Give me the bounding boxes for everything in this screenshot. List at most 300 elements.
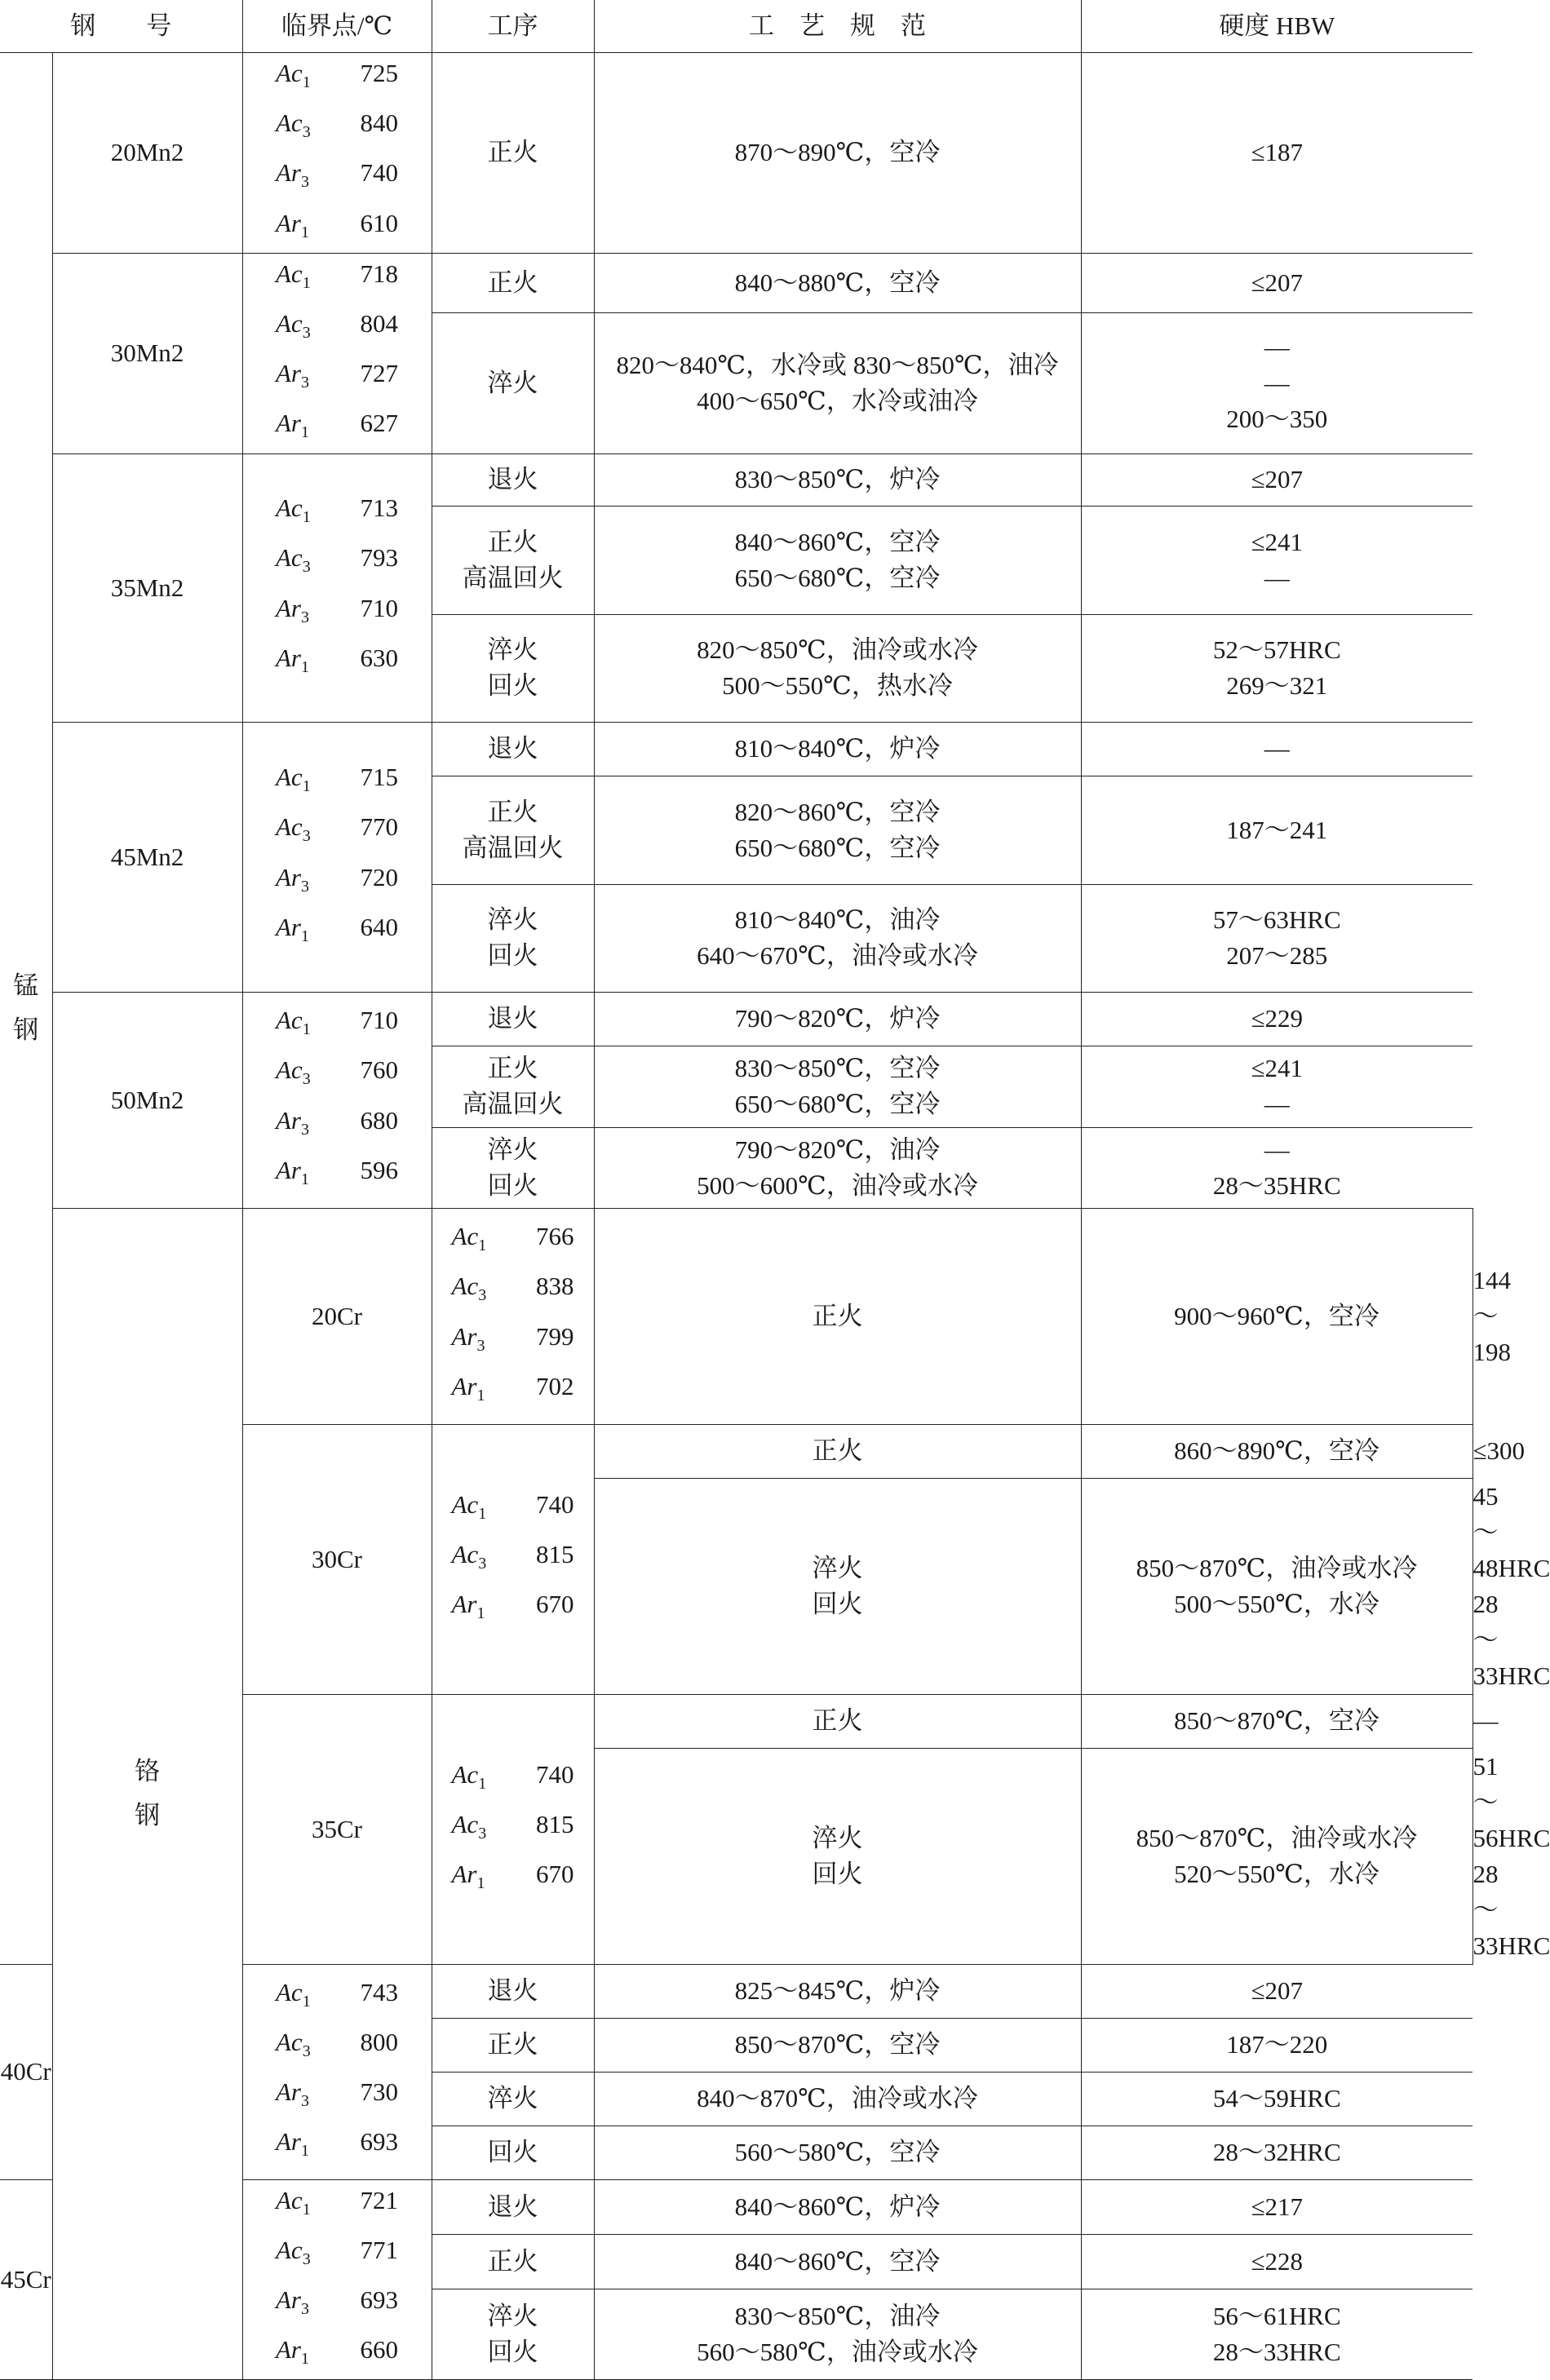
cell-line: 900～960℃，空冷 <box>1174 1301 1380 1330</box>
critical-point-value: 710 <box>360 1006 398 1035</box>
category-manganese-steel: 锰 钢 <box>0 53 52 1965</box>
critical-point-value: 838 <box>536 1272 574 1301</box>
critical-point-value: 799 <box>536 1321 574 1351</box>
critical-point <box>432 1216 594 1266</box>
cell-line: 正火 <box>812 1436 863 1465</box>
spec-cell <box>1081 1208 1472 1424</box>
cell-line: 520～550℃，水冷 <box>1174 1859 1380 1888</box>
cell-line: 650～680℃，空冷 <box>734 1090 941 1118</box>
critical-point-symbol: $Ac_1$ <box>276 1006 311 1039</box>
critical-point-value: 670 <box>536 1590 574 1619</box>
critical-point-symbol: $Ac_3$ <box>276 1055 311 1089</box>
critical-point-symbol: $Ar_3$ <box>276 593 309 626</box>
cell-line: 正火 <box>487 527 538 556</box>
spec-cell <box>594 992 1081 1046</box>
cell-line: 187～241 <box>1226 815 1328 844</box>
critical-point-symbol: $Ar_1$ <box>276 409 309 442</box>
hardness-cell <box>1081 2179 1472 2234</box>
cell-line: 650～680℃，空冷 <box>734 833 941 862</box>
cell-line: — <box>1264 734 1290 763</box>
critical-point-value: 730 <box>360 2077 398 2106</box>
header-row <box>0 0 1472 53</box>
header-grade: 钢 号 <box>0 0 242 53</box>
cell-line: 56～61HRC <box>1212 2302 1341 2331</box>
hardness-cell <box>1081 2072 1472 2126</box>
critical-point-symbol: $Ac_1$ <box>276 1977 311 2011</box>
critical-point <box>432 1266 594 1316</box>
steel-grade: 50Mn2 <box>52 992 242 1208</box>
spec-cell <box>594 2018 1081 2072</box>
critical-point-value: 743 <box>360 1977 398 2006</box>
spec-cell <box>594 884 1081 992</box>
critical-point <box>243 254 432 303</box>
critical-point-symbol: $Ac_3$ <box>276 812 311 846</box>
critical-point-symbol: $Ar_1$ <box>451 1371 485 1405</box>
process-cell <box>594 1424 1081 1478</box>
table-row <box>0 453 1472 506</box>
cell-line: 回火 <box>487 1170 538 1200</box>
critical-point-symbol: $Ar_3$ <box>276 862 309 896</box>
critical-point-value: 840 <box>360 108 398 138</box>
cell-line: 560～580℃，油冷或水冷 <box>697 2338 978 2367</box>
critical-point <box>243 103 432 153</box>
critical-point <box>243 353 432 403</box>
steel-grade: 20Mn2 <box>52 53 242 254</box>
critical-point-value: 771 <box>360 2235 398 2264</box>
spec-cell <box>594 53 1081 254</box>
critical-point-symbol: $Ar_3$ <box>276 359 309 392</box>
cell-line: — <box>1264 563 1290 592</box>
critical-point-value: 640 <box>360 912 398 941</box>
critical-point-symbol: $Ar_3$ <box>276 2077 309 2111</box>
cell-line: — <box>1264 332 1290 361</box>
cell-line: 回火 <box>812 1859 863 1888</box>
cell-line: 850～870℃，空冷 <box>734 2030 941 2059</box>
critical-point <box>243 1150 432 1200</box>
critical-point-value: 800 <box>360 2027 398 2056</box>
table-row <box>0 992 1472 1046</box>
cell-line: 高温回火 <box>462 833 564 862</box>
cell-line: 187～220 <box>1226 2030 1328 2059</box>
critical-point <box>432 1484 594 1534</box>
critical-point-value: 596 <box>360 1155 398 1184</box>
critical-point-value: 740 <box>536 1489 574 1519</box>
critical-point-value: 793 <box>360 543 398 573</box>
cell-line: 269～321 <box>1226 671 1328 700</box>
cell-line: 650～680℃，空冷 <box>734 563 941 592</box>
cell-line: 正火 <box>487 2030 538 2059</box>
cell-line: 850～870℃，油冷或水冷 <box>1136 1823 1418 1852</box>
spec-cell <box>594 2179 1081 2234</box>
critical-point-value: 815 <box>536 1539 574 1568</box>
cell-line: ≤217 <box>1251 2192 1303 2221</box>
critical-point <box>432 1804 594 1854</box>
spec-cell <box>594 722 1081 776</box>
cell-line: 820～860℃，空冷 <box>734 797 941 826</box>
process-cell <box>432 506 594 614</box>
spec-cell <box>594 776 1081 884</box>
critical-point-value: 721 <box>360 2185 398 2214</box>
cell-line: 正火 <box>487 138 538 167</box>
critical-point-value: 630 <box>360 643 398 672</box>
critical-point <box>243 1100 432 1150</box>
cell-line: — <box>1264 368 1290 397</box>
critical-point <box>243 2121 432 2171</box>
cell-line: 870～890℃，空冷 <box>734 138 941 167</box>
critical-points <box>432 1424 594 1694</box>
cell-line: 860～890℃，空冷 <box>1174 1436 1380 1465</box>
critical-point-symbol: $Ac_1$ <box>276 2185 311 2219</box>
cell-line: 640～670℃，油冷或水冷 <box>697 941 978 970</box>
spec-cell <box>594 506 1081 614</box>
critical-point-symbol: $Ac_1$ <box>276 763 311 796</box>
critical-point <box>243 537 432 587</box>
table-row <box>0 53 1472 254</box>
critical-points <box>242 2179 432 2380</box>
critical-point <box>243 2022 432 2072</box>
critical-point-value: 680 <box>360 1105 398 1135</box>
critical-point-symbol: $Ac_3$ <box>276 2027 311 2060</box>
cell-line: 57～63HRC <box>1212 905 1341 934</box>
critical-point-value: 720 <box>360 862 398 891</box>
spec-cell <box>1081 1424 1472 1478</box>
critical-point <box>243 807 432 856</box>
critical-point <box>432 1316 594 1366</box>
cell-line: 820～850℃，油冷或水冷 <box>697 635 978 664</box>
cell-line: 淬火 <box>487 2302 538 2331</box>
cell-line: 回火 <box>812 1589 863 1618</box>
steel-grade: 35Cr <box>242 1694 432 1964</box>
critical-point-value: 693 <box>360 2127 398 2157</box>
cell-line: 54～59HRC <box>1212 2084 1341 2112</box>
process-cell <box>432 2126 594 2179</box>
cell-line: 200～350 <box>1226 404 1328 433</box>
cell-line: 810～840℃，油冷 <box>734 905 941 934</box>
spec-cell <box>594 1046 1081 1127</box>
process-cell <box>594 1208 1081 1424</box>
critical-point <box>243 488 432 537</box>
table-row: 35Cr $Ac_1$ 740 $Ac_3$ 815 $Ar_1$ 670 正火 850～870℃，空冷 — <box>0 1694 1472 1748</box>
cell-line: 淬火 <box>812 1823 863 1852</box>
header-spec: 工 艺 规 范 <box>594 0 1081 53</box>
critical-points <box>242 1964 432 2179</box>
cell-line: ≤207 <box>1251 268 1303 297</box>
process-cell <box>432 2234 594 2289</box>
critical-point <box>243 2230 432 2280</box>
steel-grade: 30Mn2 <box>52 253 242 453</box>
hardness-cell <box>1081 2126 1472 2179</box>
process-cell <box>432 2072 594 2126</box>
critical-point-value: 760 <box>360 1055 398 1085</box>
table-row: 淬火 回火 850～870℃，油冷或水冷 500～550℃，水冷 45～48HRC 28～33HRC <box>0 1478 1472 1694</box>
critical-point-symbol: $Ac_1$ <box>276 59 311 92</box>
cell-line: — <box>1264 1090 1290 1118</box>
cell-line: 400～650℃，水冷或油冷 <box>697 386 978 415</box>
header-hardness: 硬度 HBW <box>1081 0 1472 53</box>
cell-line: 正火 <box>487 268 538 297</box>
cell-line: ≤187 <box>1251 138 1303 167</box>
critical-point-symbol: $Ar_3$ <box>276 158 309 192</box>
cell-line: 840～860℃，空冷 <box>734 527 941 556</box>
cell-line: 回火 <box>487 941 538 970</box>
critical-point-value: 770 <box>360 812 398 842</box>
cell-line: ≤241 <box>1251 1054 1303 1082</box>
critical-point-symbol: $Ac_1$ <box>276 493 311 527</box>
critical-point <box>432 1854 594 1904</box>
cell-line: ≤207 <box>1251 1976 1303 2005</box>
spec-cell <box>594 313 1081 453</box>
cell-line: 退火 <box>487 465 538 493</box>
hardness-cell <box>1081 722 1472 776</box>
cell-line: 淬火 <box>487 2084 538 2112</box>
critical-points <box>242 453 432 722</box>
critical-point-value: 627 <box>360 409 398 438</box>
critical-point <box>243 757 432 807</box>
cell-line: 825～845℃，炉冷 <box>734 1976 941 2005</box>
critical-point <box>243 403 432 453</box>
process-cell <box>432 614 594 722</box>
critical-point-value: 660 <box>360 2335 398 2365</box>
critical-point-value: 766 <box>536 1222 574 1251</box>
hardness-cell <box>1081 776 1472 884</box>
hardness-cell <box>1081 453 1472 506</box>
critical-point-symbol: $Ar_1$ <box>276 208 309 241</box>
cell-line: 淬火 <box>487 635 538 664</box>
cell-line: 回火 <box>487 671 538 700</box>
cell-line: 790～820℃，炉冷 <box>734 1004 941 1033</box>
critical-point-value: 713 <box>360 493 398 523</box>
critical-points <box>242 53 432 254</box>
cell-line: 高温回火 <box>462 1090 564 1118</box>
hardness-cell <box>1081 1964 1472 2018</box>
cell-line: 退火 <box>487 2192 538 2221</box>
critical-point <box>243 857 432 907</box>
critical-point <box>243 588 432 638</box>
hardness-cell <box>1081 313 1472 453</box>
cell-line: 500～550℃，热水冷 <box>722 671 953 700</box>
header-process: 工序 <box>432 0 594 53</box>
critical-points <box>242 992 432 1208</box>
table-row: 30Cr $Ac_1$ 740 $Ac_3$ 815 $Ar_1$ 670 正火 860～890℃，空冷 ≤300 <box>0 1424 1472 1478</box>
critical-point-symbol: $Ac_3$ <box>276 308 311 343</box>
critical-point-symbol: $Ac_3$ <box>276 2235 311 2268</box>
hardness-cell <box>1081 506 1472 614</box>
cell-line: ≤241 <box>1251 527 1303 556</box>
cell-line: 850～870℃，空冷 <box>1174 1706 1380 1735</box>
process-cell <box>432 884 594 992</box>
spec-cell <box>594 253 1081 312</box>
critical-points <box>242 722 432 992</box>
cell-line: 退火 <box>487 1004 538 1033</box>
critical-point-symbol: $Ac_3$ <box>276 543 311 577</box>
cell-line: 840～860℃，空冷 <box>734 2246 941 2276</box>
cell-line: 正火 <box>812 1706 863 1735</box>
process-cell <box>432 2018 594 2072</box>
critical-point-value: 804 <box>360 308 398 338</box>
critical-points <box>432 1208 594 1424</box>
cell-line: 560～580℃，空冷 <box>734 2138 941 2166</box>
process-cell <box>432 253 594 312</box>
process-cell <box>432 2179 594 2234</box>
spec-cell <box>594 453 1081 506</box>
process-cell <box>594 1748 1081 1964</box>
process-cell <box>432 313 594 453</box>
critical-point <box>243 1972 432 2022</box>
critical-point <box>243 303 432 353</box>
hardness-cell <box>1081 253 1472 312</box>
table-row <box>0 722 1472 776</box>
cell-line: 207～285 <box>1226 941 1328 970</box>
process-cell <box>594 1694 1081 1748</box>
hardness-cell <box>1081 1046 1472 1127</box>
critical-point-value: 670 <box>536 1860 574 1889</box>
cell-line: 820～840℃，水冷或 830～850℃，油冷 <box>616 350 1059 379</box>
critical-point-symbol: $Ar_1$ <box>451 1590 485 1623</box>
steel-grade: 35Mn2 <box>52 453 242 722</box>
critical-point-value: 740 <box>536 1759 574 1789</box>
critical-point <box>243 2329 432 2379</box>
cell-line: ≤207 <box>1251 465 1303 493</box>
hardness-cell <box>1081 614 1472 722</box>
hardness-cell <box>1081 2234 1472 2289</box>
critical-point-symbol: $Ac_3$ <box>451 1809 487 1843</box>
hardness-cell <box>1081 2289 1472 2379</box>
critical-point <box>243 53 432 103</box>
critical-point <box>243 1050 432 1099</box>
critical-point-symbol: $Ac_3$ <box>276 108 311 142</box>
critical-point <box>432 1754 594 1804</box>
spec-cell <box>1081 1748 1472 1964</box>
critical-point <box>243 153 432 202</box>
cell-line: ≤228 <box>1251 2246 1303 2276</box>
hardness-cell <box>1081 1127 1472 1208</box>
hardness-cell <box>1081 2018 1472 2072</box>
critical-point <box>243 2280 432 2329</box>
spec-cell <box>594 2289 1081 2379</box>
steel-grade: 40Cr <box>0 1964 52 2179</box>
spec-cell <box>594 2234 1081 2289</box>
cell-line: 淬火 <box>487 1135 538 1164</box>
critical-point-symbol: $Ar_1$ <box>276 643 309 676</box>
process-cell <box>432 776 594 884</box>
critical-point-symbol: $Ar_3$ <box>276 2285 309 2319</box>
critical-point-symbol: $Ac_1$ <box>451 1222 487 1255</box>
critical-point-value: 815 <box>536 1809 574 1838</box>
critical-point-symbol: $Ar_1$ <box>276 2127 309 2161</box>
cell-line: 500～550℃，水冷 <box>1174 1589 1380 1618</box>
critical-point-value: 710 <box>360 593 398 622</box>
critical-points <box>432 1694 594 1964</box>
critical-point-value: 727 <box>360 359 398 388</box>
critical-point-symbol: $Ar_1$ <box>276 912 309 945</box>
cell-line: 830～850℃，空冷 <box>734 1054 941 1082</box>
cell-line: 790～820℃，油冷 <box>734 1135 941 1164</box>
cell-line: 正火 <box>487 797 538 826</box>
spec-cell <box>594 2126 1081 2179</box>
spec-cell <box>1081 1478 1472 1694</box>
spec-cell <box>594 1964 1081 2018</box>
cell-line: 退火 <box>487 734 538 763</box>
cell-line: 840～860℃，炉冷 <box>734 2192 941 2221</box>
critical-point-value: 693 <box>360 2285 398 2314</box>
process-cell <box>432 453 594 506</box>
critical-point-symbol: $Ar_3$ <box>451 1321 485 1355</box>
critical-point-symbol: $Ar_1$ <box>276 1155 309 1188</box>
cell-line: 28～32HRC <box>1212 2138 1341 2166</box>
critical-point-symbol: $Ar_1$ <box>276 2335 309 2369</box>
critical-point-symbol: $Ac_1$ <box>451 1759 487 1793</box>
critical-point-value: 715 <box>360 763 398 792</box>
cell-line: 28～35HRC <box>1212 1170 1341 1200</box>
process-cell <box>432 1127 594 1208</box>
critical-point <box>243 2180 432 2230</box>
cell-line: 840～880℃，空冷 <box>734 268 941 297</box>
spec-cell <box>1081 1694 1472 1748</box>
process-cell <box>432 53 594 254</box>
hardness-cell <box>1081 992 1472 1046</box>
critical-point-symbol: $Ac_1$ <box>451 1489 487 1523</box>
critical-point <box>243 638 432 688</box>
critical-point <box>432 1584 594 1634</box>
critical-point-value: 725 <box>360 59 398 87</box>
cell-line: 正火 <box>487 1054 538 1082</box>
critical-point <box>243 2072 432 2121</box>
critical-point <box>432 1366 594 1416</box>
process-cell <box>432 992 594 1046</box>
cell-line: 回火 <box>487 2338 538 2367</box>
process-cell <box>432 1964 594 2018</box>
critical-point-symbol: $Ac_1$ <box>276 259 311 292</box>
cell-line: ≤229 <box>1251 1004 1303 1033</box>
critical-point <box>243 1000 432 1050</box>
steel-grade: 20Cr <box>242 1208 432 1424</box>
critical-points <box>242 253 432 453</box>
cell-line: 回火 <box>487 2138 538 2166</box>
spec-cell <box>594 614 1081 722</box>
cell-line: 840～870℃，油冷或水冷 <box>697 2084 978 2112</box>
process-cell <box>432 1046 594 1127</box>
cell-line: 830～850℃，炉冷 <box>734 465 941 493</box>
cell-line: 退火 <box>487 1976 538 2005</box>
cell-line: 淬火 <box>487 368 538 397</box>
critical-point <box>432 1534 594 1584</box>
process-cell <box>432 722 594 776</box>
spec-cell <box>594 1127 1081 1208</box>
cell-line: — <box>1264 1135 1290 1164</box>
critical-point-value: 718 <box>360 259 398 288</box>
spec-cell <box>594 2072 1081 2126</box>
critical-point-value: 702 <box>536 1371 574 1400</box>
steel-grade: 45Cr <box>0 2179 52 2380</box>
hardness-cell <box>1081 53 1472 254</box>
steel-grade: 45Mn2 <box>52 722 242 992</box>
critical-point-symbol: $Ar_1$ <box>451 1860 485 1893</box>
table-row: 铬 钢 20Cr $Ac_1$ 766 $Ac_3$ 838 $Ar_3$ 799 $Ar_1$ 702 正火 900～960℃，空冷 144～198 <box>0 1208 1472 1424</box>
critical-point <box>243 907 432 957</box>
critical-point <box>243 203 432 253</box>
cell-line: 正火 <box>812 1301 863 1330</box>
cell-line: 淬火 <box>812 1553 863 1582</box>
cell-line: 高温回火 <box>462 563 564 592</box>
critical-point-symbol: $Ac_3$ <box>451 1539 487 1573</box>
cell-line: 28～33HRC <box>1212 2338 1341 2367</box>
critical-point-symbol: $Ar_3$ <box>276 1105 309 1139</box>
critical-point-symbol: $Ac_3$ <box>451 1272 487 1305</box>
header-critical-points: 临界点/℃ <box>242 0 432 53</box>
critical-point-value: 610 <box>360 208 398 237</box>
process-cell <box>432 2289 594 2379</box>
cell-line: 850～870℃，油冷或水冷 <box>1136 1553 1418 1582</box>
